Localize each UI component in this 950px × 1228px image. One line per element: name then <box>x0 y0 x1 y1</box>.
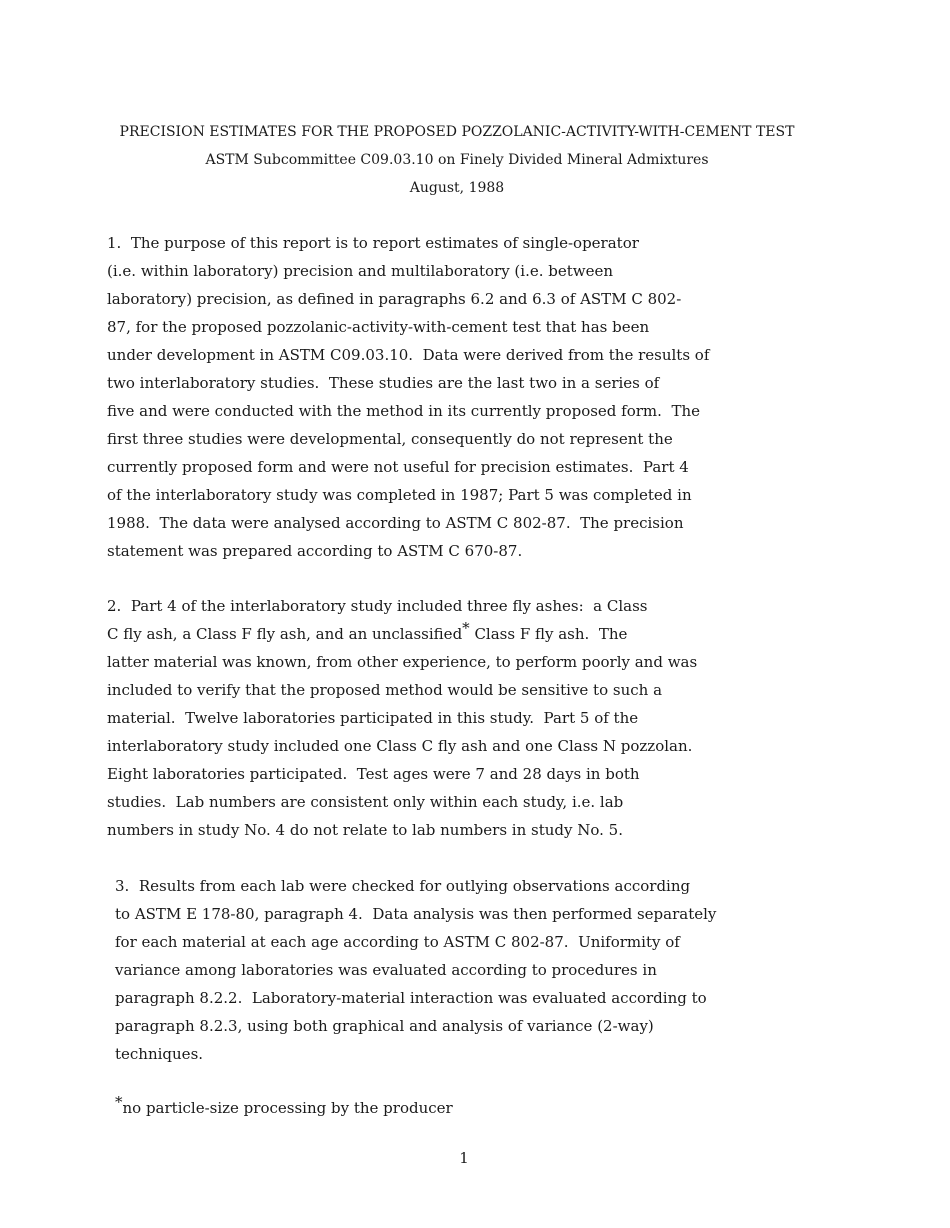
paragraph-line: of the interlaboratory study was completed in 1987; Part 5 was completed in <box>107 486 692 504</box>
paragraph-line: to ASTM E 178-80, paragraph 4. Data analysis was then performed separately <box>115 905 717 923</box>
title-line-1: PRECISION ESTIMATES FOR THE PROPOSED POZZOLANIC-ACTIVITY-WITH-CEMENT TEST <box>119 124 795 140</box>
title-date: August, 1988 <box>409 180 505 196</box>
paragraph-line: 3. Results from each lab were checked for outlying observations according <box>115 877 691 895</box>
footnote-text: no particle-size processing by the producer <box>122 1099 453 1117</box>
paragraph-line: paragraph 8.2.2. Laboratory-material interaction was evaluated according to <box>115 989 707 1007</box>
line-text: C fly ash, a Class F fly ash, and an unclassified <box>107 625 463 643</box>
paragraph-line: laboratory) precision, as defined in paragraphs 6.2 and 6.3 of ASTM C 802- <box>107 290 682 308</box>
title-line-2: ASTM Subcommittee C09.03.10 on Finely Divided Mineral Admixtures <box>205 152 709 168</box>
paragraph-line: material. Twelve laboratories participated in this study. Part 5 of the <box>107 709 639 727</box>
paragraph-line: statement was prepared according to ASTM C 670-87. <box>107 542 523 560</box>
paragraph-line: 1. The purpose of this report is to report estimates of single-operator <box>107 234 639 252</box>
paragraph-line: studies. Lab numbers are consistent only within each study, i.e. lab <box>107 793 624 811</box>
paragraph-line: techniques. <box>115 1045 204 1063</box>
paragraph-line: five and were conducted with the method in its currently proposed form. The <box>107 402 701 420</box>
paragraph-line: under development in ASTM C09.03.10. Data were derived from the results of <box>107 346 710 364</box>
paragraph-line: currently proposed form and were not useful for precision estimates. Part 4 <box>107 458 689 476</box>
footnote-mark: * <box>115 1093 123 1111</box>
line-text: Class F fly ash. The <box>469 625 628 643</box>
paragraph-line: first three studies were developmental, consequently do not represent the <box>107 430 673 448</box>
paragraph-line: interlaboratory study included one Class C fly ash and one Class N pozzolan. <box>107 737 693 755</box>
paragraph-line: paragraph 8.2.3, using both graphical and analysis of variance (2-way) <box>115 1017 654 1035</box>
paragraph-line: included to verify that the proposed method would be sensitive to such a <box>107 681 663 699</box>
paragraph-line: 1988. The data were analysed according to ASTM C 802-87. The precision <box>107 514 684 532</box>
paragraph-line: 87, for the proposed pozzolanic-activity-with-cement test that has been <box>107 318 650 336</box>
paragraph-line: for each material at each age according to ASTM C 802-87. Uniformity of <box>115 933 680 951</box>
paragraph-3 <box>115 872 855 1068</box>
paragraph-2 <box>107 592 847 844</box>
footnote-reference-mark: * <box>462 619 470 637</box>
page-number: 1 <box>459 1149 469 1167</box>
paragraph-line: variance among laboratories was evaluated according to procedures in <box>115 961 657 979</box>
footnote <box>115 1094 453 1122</box>
paragraph-line <box>107 620 847 648</box>
paragraph-1 <box>107 229 847 565</box>
paragraph-line: Eight laboratories participated. Test ages were 7 and 28 days in both <box>107 765 640 783</box>
paragraph-line: 2. Part 4 of the interlaboratory study included three fly ashes: a Class <box>107 597 648 615</box>
paragraph-line: (i.e. within laboratory) precision and multilaboratory (i.e. between <box>107 262 614 280</box>
paragraph-line: latter material was known, from other experience, to perform poorly and was <box>107 653 698 671</box>
paragraph-line: numbers in study No. 4 do not relate to lab numbers in study No. 5. <box>107 821 623 839</box>
paragraph-line: two interlaboratory studies. These studies are the last two in a series of <box>107 374 660 392</box>
document-title <box>0 118 914 202</box>
